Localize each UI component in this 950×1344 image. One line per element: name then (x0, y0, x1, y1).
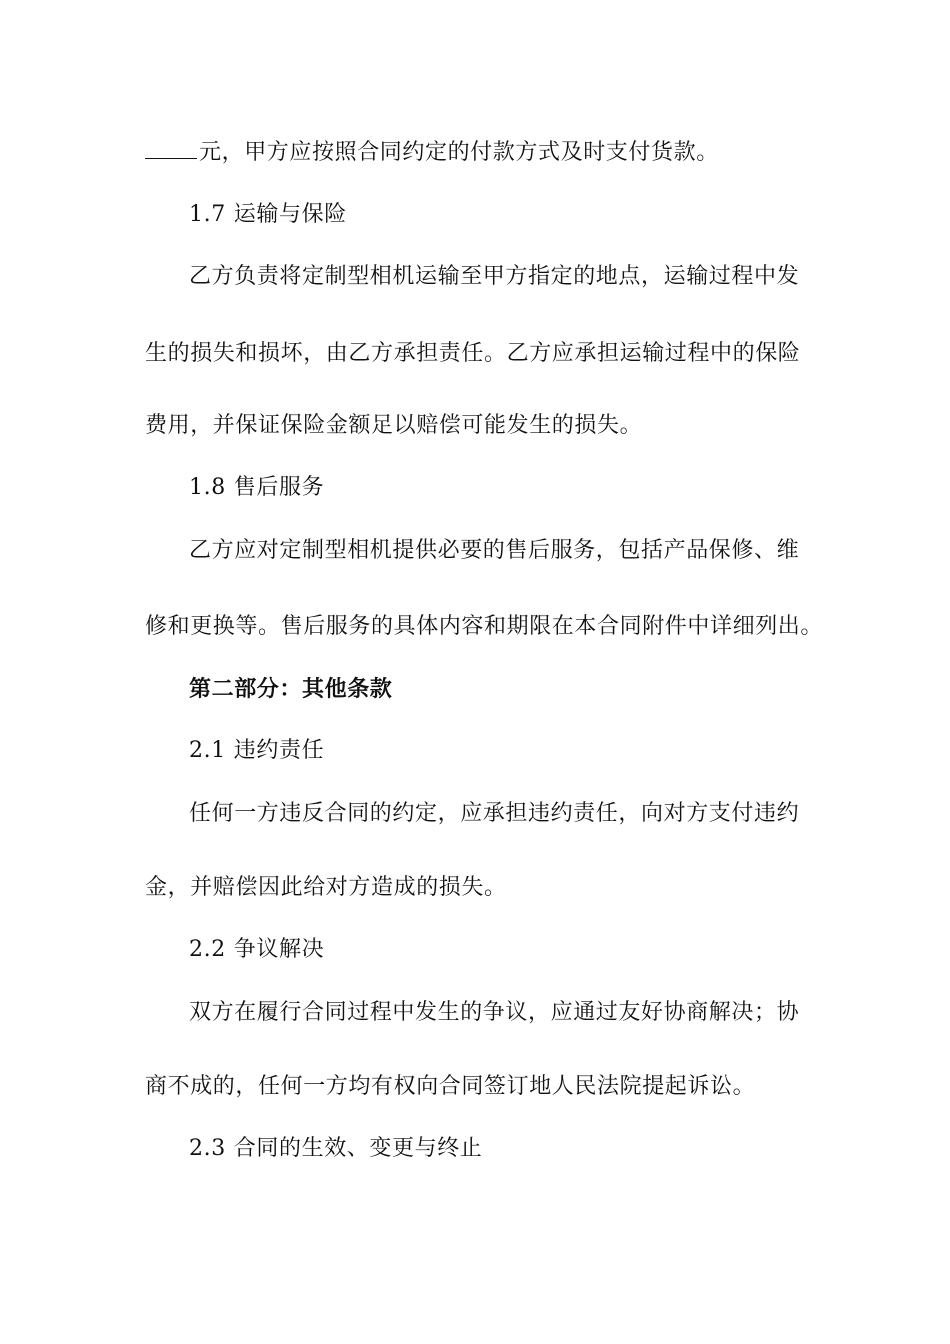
section-number: 2.3 (189, 1136, 226, 1161)
paragraph-line: 金，并赔偿因此给对方造成的损失。 (145, 875, 507, 900)
paragraph-line: 任何一方违反合同的约定，应承担违约责任，向对方支付违约 (189, 801, 800, 826)
section-title: 合同的生效、变更与终止 (233, 1136, 483, 1161)
section-number: 1.8 (189, 475, 226, 500)
paragraph-line: 生的损失和损坏，由乙方承担责任。乙方应承担运输过程中的保险 (145, 341, 801, 366)
amount-blank (145, 138, 197, 159)
paragraph-line: 修和更换等。售后服务的具体内容和期限在本合同附件中详细列出。 (145, 614, 824, 639)
section-title: 争议解决 (233, 937, 325, 962)
section-2-3-heading (0, 1134, 482, 1164)
section-title: 违约责任 (233, 738, 325, 763)
section-number: 2.2 (189, 937, 226, 962)
paragraph-line: 乙方应对定制型相机提供必要的售后服务，包括产品保修、维 (189, 538, 800, 563)
part-2-heading: 第二部分：其他条款 (189, 676, 393, 702)
paragraph-line: 商不成的，任何一方均有权向合同签订地人民法院提起诉讼。 (145, 1074, 756, 1099)
section-title: 运输与保险 (233, 202, 347, 227)
section-1-7-heading (0, 200, 347, 230)
section-number: 1.7 (189, 202, 226, 227)
section-2-1-heading (0, 736, 324, 766)
section-1-8-heading (0, 473, 324, 503)
section-2-2-heading (0, 935, 324, 965)
payment-text: 元，甲方应按照合同约定的付款方式及时支付货款。 (199, 140, 719, 165)
paragraph-line: 双方在履行合同过程中发生的争议，应通过友好协商解决；协 (189, 1000, 800, 1025)
payment-line (0, 138, 719, 168)
section-title: 售后服务 (233, 475, 325, 500)
section-number: 2.1 (189, 738, 226, 763)
paragraph-line: 乙方负责将定制型相机运输至甲方指定的地点，运输过程中发 (189, 264, 800, 289)
paragraph-line: 费用，并保证保险金额足以赔偿可能发生的损失。 (145, 413, 643, 438)
